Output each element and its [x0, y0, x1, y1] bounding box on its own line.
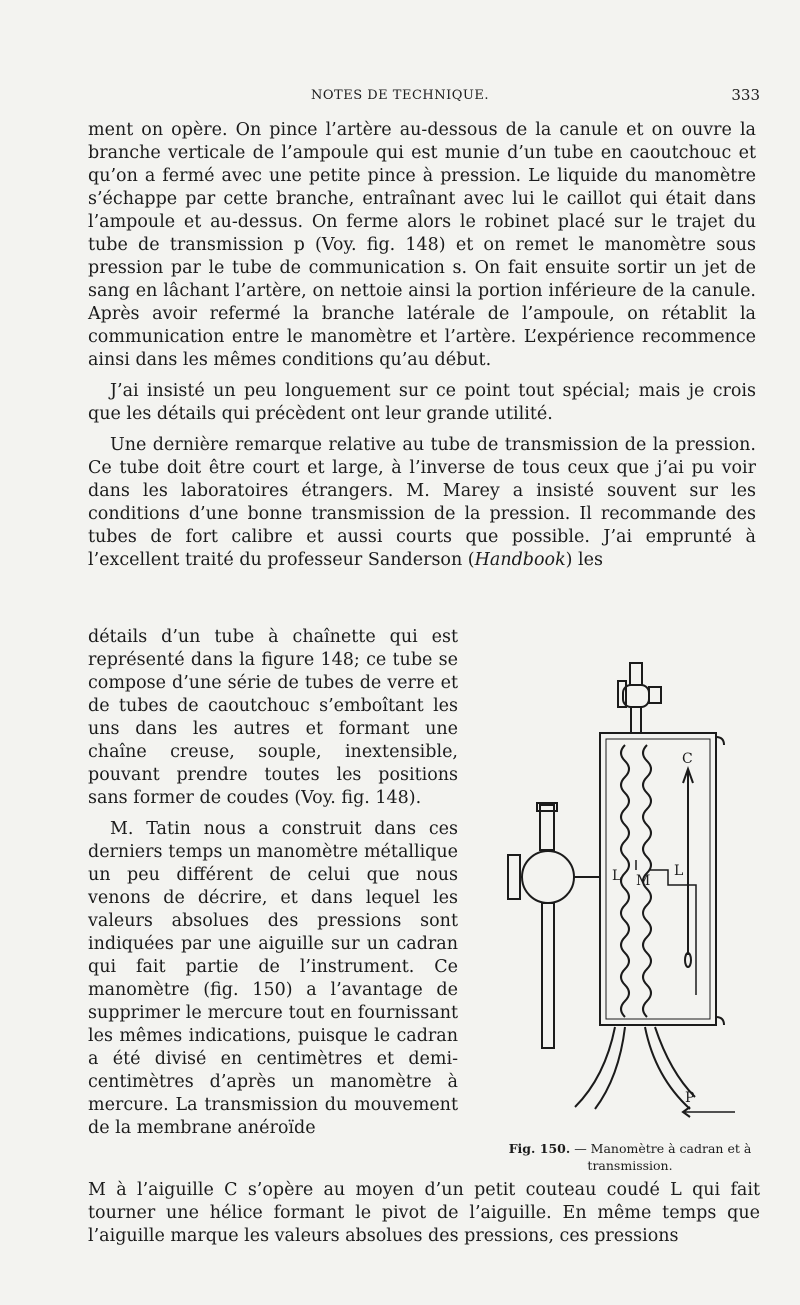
paragraph-tatin: M. Tatin nous a construit dans ces derniers temps un manomètre métallique un peu différent de celui que nous venons de décrire, et dans lequel les valeurs absolues des pressions sont indiquées par une aiguille sur un cadran qui fait partie de l’instrument. Ce manomètre (fig. 150) a l’avantage de supprimer le mercure tout en fournissant les mêmes indications, puisque le cadran a été divisé en centimètres et demi-centimètres d’après un manomètre à mercure. La transmission du mouvement de la membrane anéroïde — [88, 819, 458, 1138]
page-header — [0, 88, 800, 108]
bulb — [522, 851, 574, 903]
figure-letter-l-right: L — [674, 863, 684, 879]
figure-letter-m: M — [636, 873, 651, 889]
membrane-left — [621, 745, 629, 1017]
valve-stem — [631, 707, 641, 733]
side-valve — [508, 855, 520, 899]
figure-letter-c: C — [682, 751, 693, 767]
handbook-title: Handbook — [474, 550, 566, 570]
figure-manometre — [490, 655, 765, 1135]
leg-right — [645, 1027, 690, 1109]
figure-letter-l-left: L — [612, 868, 622, 884]
page-number: 333 — [731, 86, 760, 104]
remarque-text-end: ) les — [565, 550, 603, 570]
leg-left — [575, 1027, 615, 1107]
figure-caption — [495, 1140, 765, 1174]
valve-cap — [630, 663, 642, 685]
paragraph-remarque — [88, 434, 756, 572]
lower-tube — [542, 903, 554, 1048]
top-text-block — [88, 119, 756, 572]
figure-label: Fig. 150. — [508, 1141, 571, 1156]
case-rim — [716, 737, 724, 745]
figure-caption-text: — Manomètre à cadran et à transmission. — [574, 1141, 752, 1173]
running-head: NOTES DE TECHNIQUE. — [311, 88, 489, 103]
leg-left-inner — [595, 1027, 625, 1109]
paragraph-insiste: J’ai insisté un peu longuement sur ce point tout spécial; mais je crois que les détails qui précèdent ont leur grande utilité. — [88, 381, 756, 424]
paragraph-continuation: ment on opère. On pince l’artère au-dessous de la canule et on ouvre la branche verticale de l’ampoule qui est munie d’un tube en caoutchouc et qu’on a fermé avec une petite pince à pression. Le liquide du manomètre s’échappe par cette branche, entraînant avec lui le caillot qui était dans l’ampoule et au-dessus. On ferme alors le robinet placé sur le trajet du tube de transmission p (Voy. fig. 148) et on remet le manomètre sous pression par le tube de communication s. On fait ensuite sortir un jet de sang en lâchant l’artère, on nettoie ainsi la portion inférieure de la canule. Après avoir refermé la branche latérale de l’ampoule, on rétablit la communication entre le manomètre et l’artère. L’expérience recommence ainsi dans les mêmes conditions qu’au début. — [88, 120, 756, 370]
leg-right-inner — [655, 1027, 695, 1097]
needle-weight — [685, 953, 691, 967]
figure-letter-p: P — [685, 1090, 695, 1106]
knife-edge — [650, 870, 696, 995]
case-rim-bottom — [716, 1017, 724, 1025]
left-column-text — [88, 626, 458, 1140]
paragraph-aiguille: M à l’aiguille C s’opère au moyen d’un petit couteau coudé L qui fait tourner une hélice formant le pivot de l’aiguille. En même temps que l’aiguille marque les valeurs absolues des pressions, ces pressions — [88, 1180, 760, 1246]
remarque-text: Une dernière remarque relative au tube de transmission de la pression. Ce tube doit être court et large, à l’inverse de tous ceux que j’ai pu voir dans les laboratoires étrangers. M. Marey a insisté souvent sur les conditions d’une bonne transmission de la pression. Il recommande des tubes de fort calibre et aussi courts que possible. J’ai emprunté à l’excellent traité du professeur Sanderson ( — [88, 435, 756, 570]
bottom-text-block — [88, 1179, 760, 1248]
manometre-illustration — [490, 655, 765, 1135]
valve-handle — [649, 687, 661, 703]
paragraph-chainette: détails d’un tube à chaînette qui est représenté dans la figure 148; ce tube se compose d’une série de tubes de verre et de tubes de caoutchouc s’emboîtant les uns dans les autres et formant une chaîne creuse, souple, inextensible, pouvant prendre toutes les positions sans former de coudes (Voy. fig. 148). — [88, 627, 458, 808]
